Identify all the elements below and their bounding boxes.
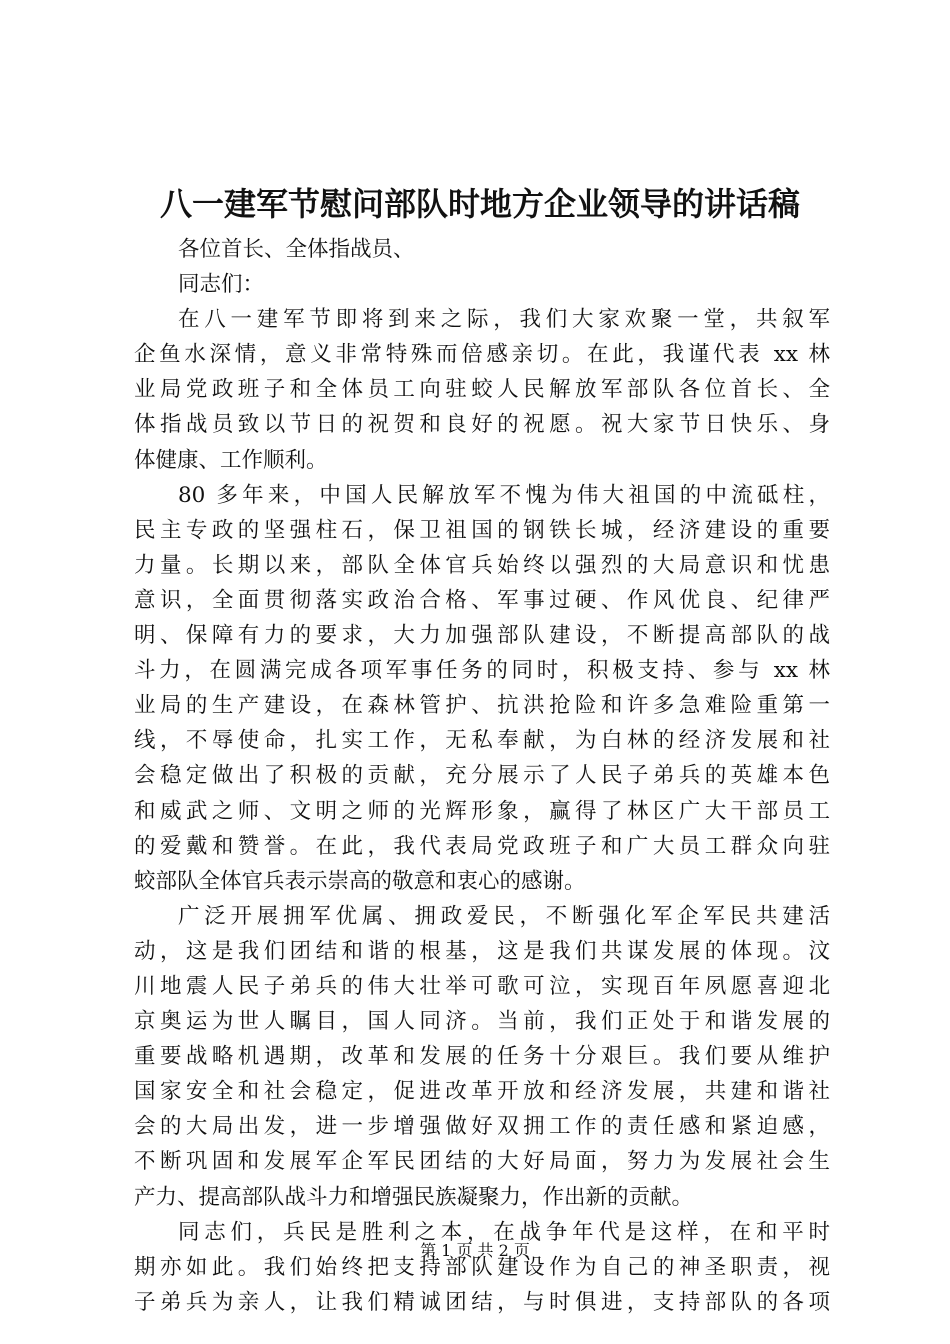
text-line: 同志们，兵民是胜利之本，在战争年代是这样，在和平时	[178, 1219, 830, 1245]
document-title: 八一建军节慰问部队时地方企业领导的讲话稿	[159, 185, 800, 223]
text-line: 广泛开展拥军优属、拥政爱民，不断强化军企军民共建活	[178, 903, 830, 929]
text-line: 业局的生产建设，在森林管护、抗洪抢险和许多急难险重第一	[134, 693, 830, 719]
text-line: 同志们：	[178, 272, 265, 298]
text-line: 线，不辱使命，扎实工作，无私奉献，为白林的经济发展和社	[134, 728, 830, 754]
text-line: 会稳定做出了积极的贡献，充分展示了人民子弟兵的英雄本色	[134, 763, 830, 789]
text-line: 会的大局出发，进一步增强做好双拥工作的责任感和紧迫感，	[134, 1114, 830, 1140]
text-line: 动，这是我们团结和谐的根基，这是我们共谋发展的体现。汶	[134, 938, 830, 964]
text-line: 不断巩固和发展军企军民团结的大好局面，努力为发展社会生	[134, 1149, 830, 1175]
text-line: 期亦如此。我们始终把支持部队建设作为自己的神圣职责，视	[134, 1254, 830, 1280]
text-line: 体健康、工作顺利。	[134, 447, 328, 473]
text-line: 产力、提高部队战斗力和增强民族凝聚力，作出新的贡献。	[134, 1184, 694, 1210]
text-line: 力量。长期以来，部队全体官兵始终以强烈的大局意识和忧患	[134, 552, 830, 578]
text-line: 和威武之师、文明之师的光辉形象，赢得了林区广大干部员工	[134, 798, 830, 824]
text-line: 意识，全面贯彻落实政治合格、军事过硬、作风优良、纪律严	[134, 587, 830, 613]
page-footer: 第 1 页 共 2 页	[420, 1241, 530, 1260]
text-line: 斗力，在圆满完成各项军事任务的同时，积极支持、参与 xx 林	[134, 658, 830, 684]
text-line: 业局党政班子和全体员工向驻蛟人民解放军部队各位首长、全	[134, 377, 830, 403]
text-line: 企鱼水深情，意义非常特殊而倍感亲切。在此，我谨代表 xx 林	[134, 342, 830, 368]
text-line: 80 多年来，中国人民解放军不愧为伟大祖国的中流砥柱，	[178, 482, 830, 508]
text-line: 民主专政的坚强柱石，保卫祖国的钢铁长城，经济建设的重要	[134, 517, 830, 543]
text-line: 各位首长、全体指战员、	[178, 237, 415, 262]
text-line: 体指战员致以节日的祝贺和良好的祝愿。祝大家节日快乐、身	[134, 412, 830, 438]
text-line: 的爱戴和赞誉。在此，我代表局党政班子和广大员工群众向驻	[134, 833, 830, 859]
text-line: 明、保障有力的要求，大力加强部队建设，不断提高部队的战	[134, 623, 830, 649]
text-line: 川地震人民子弟兵的伟大壮举可歌可泣，实现百年夙愿喜迎北	[134, 973, 830, 999]
text-line: 在八一建军节即将到来之际，我们大家欢聚一堂，共叙军	[178, 307, 830, 333]
text-line: 京奥运为世人瞩目，国人同济。当前，我们正处于和谐发展的	[134, 1009, 830, 1035]
text-line: 蛟部队全体官兵表示崇高的敬意和衷心的感谢。	[134, 868, 586, 894]
text-line: 子弟兵为亲人，让我们精诚团结，与时俱进，支持部队的各项	[134, 1289, 830, 1315]
document-body	[134, 232, 830, 1320]
text-line: 国家安全和社会稳定，促进改革开放和经济发展，共建和谐社	[134, 1079, 830, 1105]
text-line: 重要战略机遇期，改革和发展的任务十分艰巨。我们要从维护	[134, 1044, 830, 1070]
